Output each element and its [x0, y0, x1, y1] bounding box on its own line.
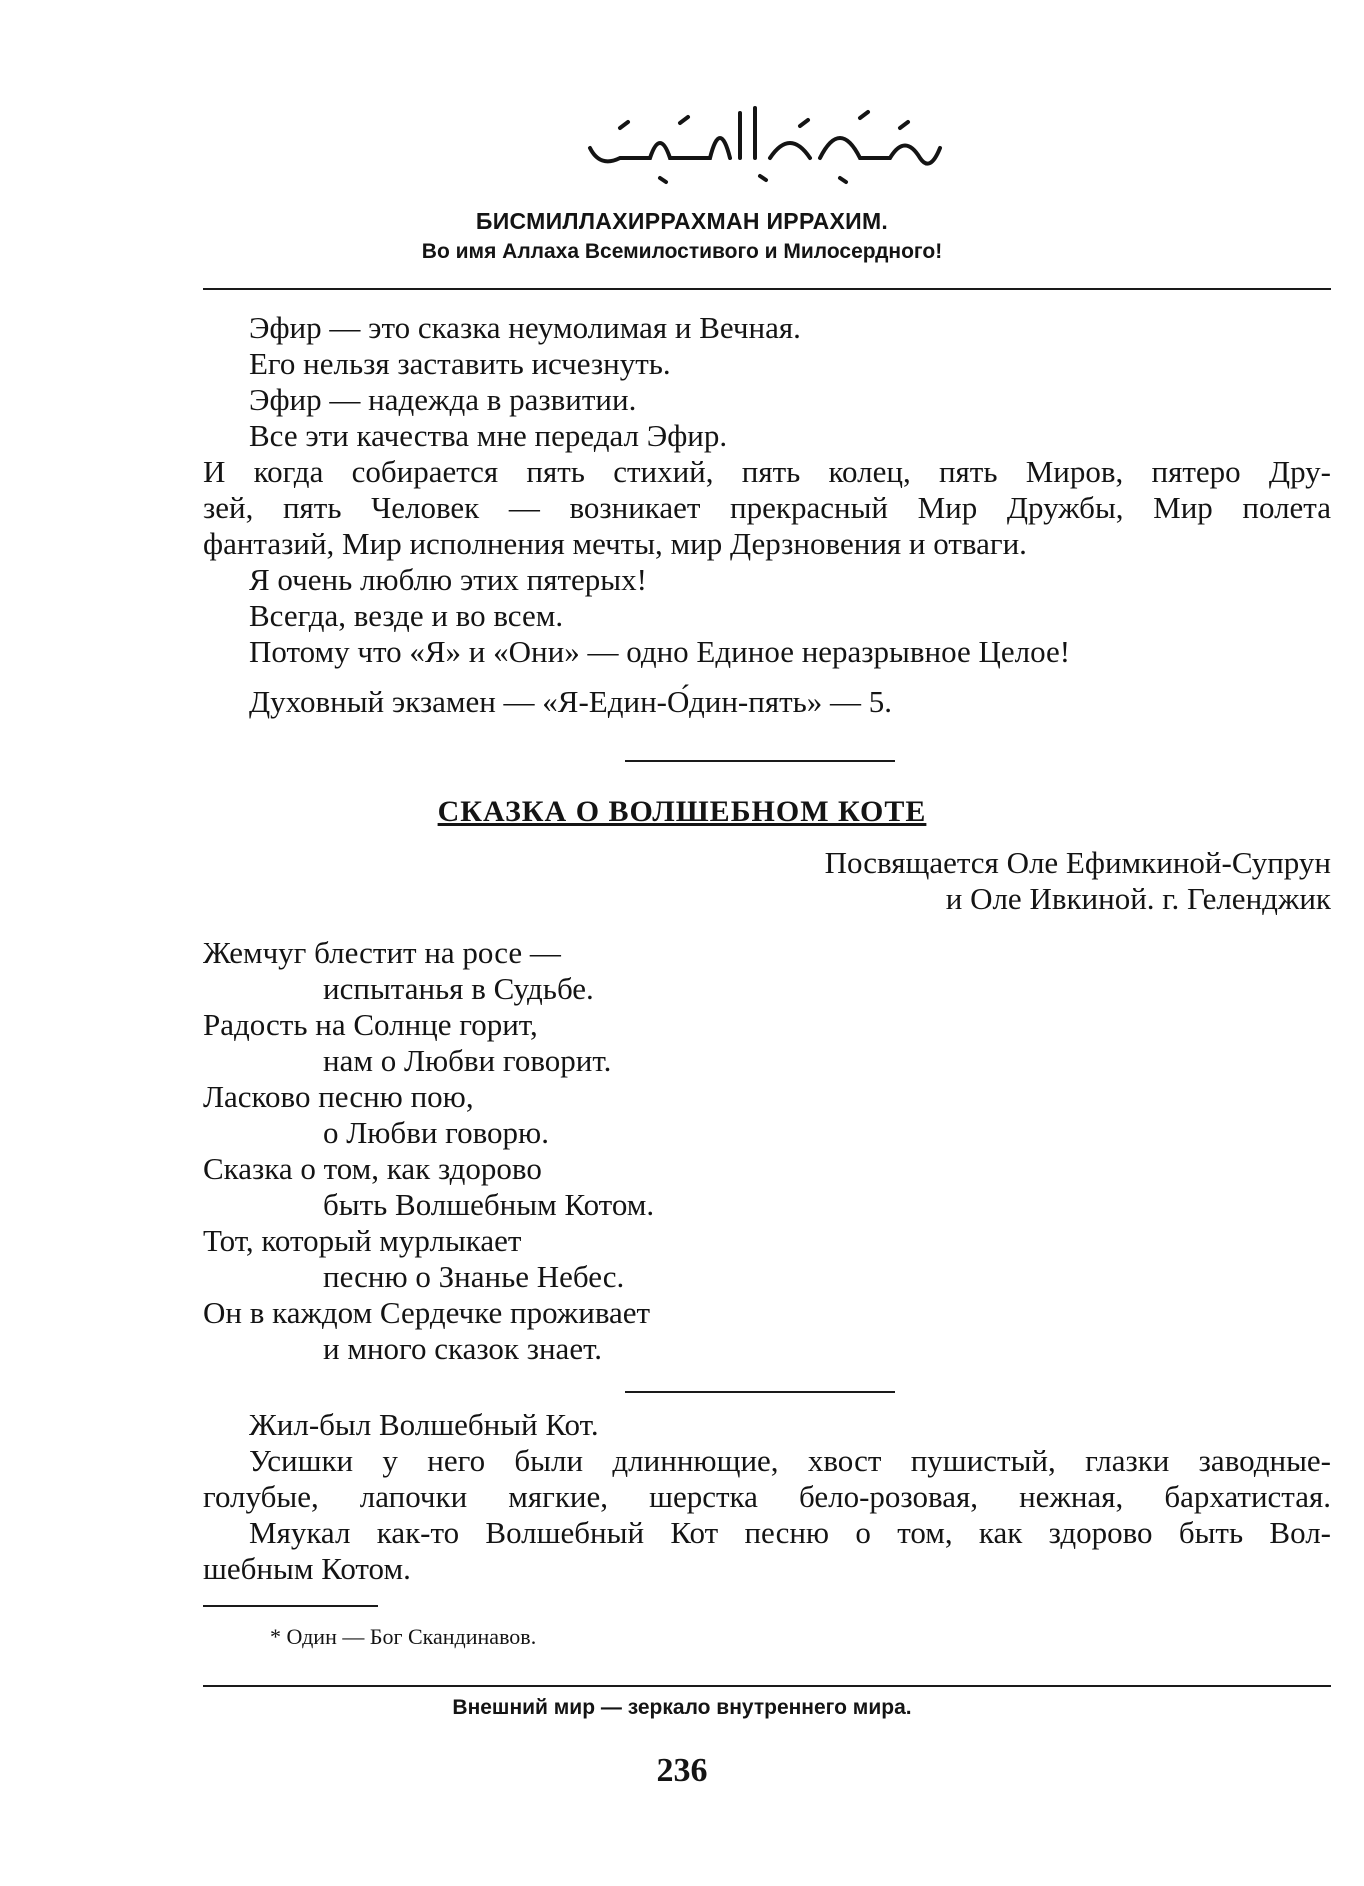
- poem-divider: [625, 1391, 895, 1393]
- poem-line: о Любви говорю.: [323, 1115, 549, 1150]
- story-prose: [203, 1407, 1331, 1587]
- poem-line: песню о Знанье Небес.: [323, 1259, 625, 1294]
- header-title: БИСМИЛЛАХИРРАХМАН ИРРАХИМ.: [475, 208, 889, 234]
- prose-line: Мяукал как-то Волшебный Кот песню о том, как здорово быть Вол-: [249, 1515, 1331, 1550]
- prose-line: Усишки у него были длиннющие, хвост пушистый, глазки заводные-: [249, 1443, 1331, 1478]
- prose-line: Жил-был Волшебный Кот.: [249, 1407, 599, 1442]
- footer-text: Внешний мир — зеркало внутреннего мира.: [452, 1696, 912, 1719]
- intro-paragraph-line: И когда собирается пять стихий, пять колец, пять Миров, пятеро Дру-: [203, 454, 1331, 489]
- dedication-line: и Оле Ивкиной. г. Геленджик: [945, 881, 1331, 916]
- prose-line: голубые, лапочки мягкие, шерстка бело-розовая, нежная, бархатистая.: [203, 1479, 1331, 1514]
- section-divider: [625, 760, 895, 762]
- intro-paragraph-line: зей, пять Человек — возникает прекрасный Мир Дружбы, Мир полета: [203, 490, 1331, 525]
- intro-line: Его нельзя заставить исчезнуть.: [249, 346, 671, 381]
- intro-section: [203, 310, 1331, 720]
- prose-line: шебным Котом.: [203, 1551, 411, 1586]
- poem: [203, 935, 654, 1367]
- poem-line: и много сказок знает.: [323, 1331, 603, 1366]
- bismillah-calligraphy: [560, 88, 960, 188]
- intro-line: Эфир — это сказка неумолимая и Вечная.: [249, 310, 801, 345]
- footnote: * Один — Бог Скандинавов.: [270, 1624, 537, 1649]
- poem-line: Он в каждом Сердечке проживает: [203, 1295, 651, 1330]
- header-subtitle: Во имя Аллаха Всемилостивого и Милосердного!: [421, 240, 943, 263]
- footnote-divider: [203, 1605, 378, 1607]
- intro-line: Потому что «Я» и «Они» — одно Единое неразрывное Целое!: [249, 634, 1071, 669]
- dedication-line: Посвящается Оле Ефимкиной-Супрун: [824, 845, 1331, 880]
- exam-line: Духовный экзамен — «Я-Един-О́дин-пять» — 5.: [249, 684, 893, 719]
- intro-line: Все эти качества мне передал Эфир.: [249, 418, 728, 453]
- poem-line: нам о Любви говорит.: [323, 1043, 612, 1078]
- story-title: СКАЗКА О ВОЛШЕБНОМ КОТЕ: [437, 795, 927, 828]
- poem-line: быть Волшебным Котом.: [323, 1187, 655, 1222]
- poem-line: Жемчуг блестит на росе —: [203, 935, 561, 970]
- intro-line: Эфир — надежда в развитии.: [249, 382, 637, 417]
- poem-line: Сказка о том, как здорово: [203, 1151, 542, 1186]
- poem-line: Радость на Солнце горит,: [203, 1007, 538, 1042]
- intro-line: Я очень люблю этих пятерых!: [249, 562, 647, 597]
- footer-divider: [203, 1685, 1331, 1687]
- page-number: 236: [656, 1752, 708, 1789]
- header-divider: [203, 288, 1331, 290]
- poem-line: Ласково песню пою,: [203, 1079, 474, 1114]
- poem-line: Тот, который мурлыкает: [203, 1223, 522, 1258]
- intro-paragraph-line: фантазий, Мир исполнения мечты, мир Дерзновения и отваги.: [203, 526, 1027, 561]
- intro-line: Всегда, везде и во всем.: [249, 598, 564, 633]
- poem-line: испытанья в Судьбе.: [323, 971, 594, 1006]
